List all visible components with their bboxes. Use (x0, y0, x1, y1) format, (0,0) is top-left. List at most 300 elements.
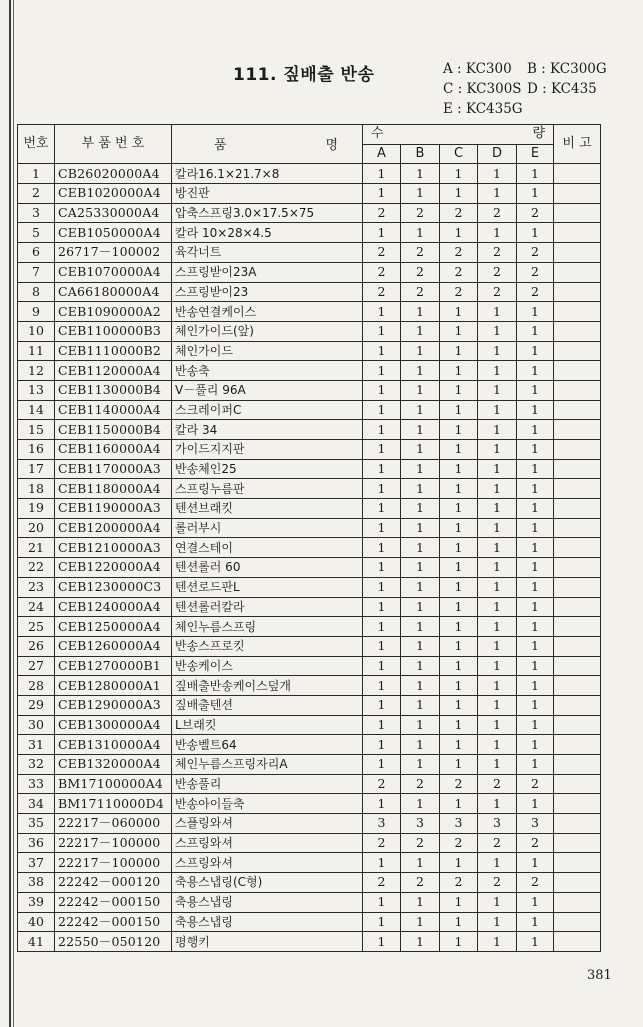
table-row (18, 518, 601, 538)
quantity-cell: 1 (517, 597, 554, 617)
quantity-cell: 2 (440, 833, 478, 853)
part-number: CEB1190000A3 (55, 499, 172, 519)
remark-cell (554, 459, 601, 479)
row-number: 21 (18, 538, 55, 558)
table-row (18, 577, 601, 597)
quantity-cell: 1 (440, 853, 478, 873)
row-number: 25 (18, 617, 55, 637)
remark-cell (554, 538, 601, 558)
remark-cell (554, 892, 601, 912)
quantity-cell: 1 (440, 479, 478, 499)
quantity-cell: 1 (440, 912, 478, 932)
quantity-cell: 1 (401, 577, 440, 597)
quantity-cell: 2 (440, 243, 478, 263)
table-row (18, 282, 601, 302)
remark-cell (554, 321, 601, 341)
part-number: CEB1220000A4 (55, 558, 172, 578)
part-name: 스플링와셔 (172, 814, 363, 834)
quantity-cell: 1 (478, 223, 517, 243)
quantity-cell: 1 (517, 636, 554, 656)
quantity-cell: 3 (440, 814, 478, 834)
quantity-cell: 2 (517, 262, 554, 282)
quantity-cell: 1 (363, 459, 401, 479)
quantity-cell: 2 (517, 873, 554, 893)
row-number: 34 (18, 794, 55, 814)
quantity-cell: 1 (401, 361, 440, 381)
quantity-cell: 1 (517, 440, 554, 460)
quantity-cell: 2 (517, 282, 554, 302)
header-col-b: B (401, 144, 440, 164)
remark-cell (554, 262, 601, 282)
quantity-cell: 3 (363, 814, 401, 834)
part-number: CEB1100000B3 (55, 321, 172, 341)
quantity-cell: 1 (440, 715, 478, 735)
table-row (18, 558, 601, 578)
remark-cell (554, 341, 601, 361)
quantity-cell: 1 (401, 400, 440, 420)
row-number: 14 (18, 400, 55, 420)
quantity-cell: 2 (401, 243, 440, 263)
quantity-cell: 1 (363, 380, 401, 400)
row-number: 24 (18, 597, 55, 617)
quantity-cell: 1 (440, 656, 478, 676)
remark-cell (554, 223, 601, 243)
part-number: 22242－000150 (55, 892, 172, 912)
quantity-cell: 1 (401, 479, 440, 499)
quantity-cell: 1 (401, 892, 440, 912)
quantity-cell: 1 (363, 321, 401, 341)
quantity-cell: 1 (478, 597, 517, 617)
quantity-cell: 1 (478, 164, 517, 184)
quantity-cell: 1 (517, 695, 554, 715)
quantity-cell: 1 (363, 656, 401, 676)
quantity-cell: 1 (517, 420, 554, 440)
quantity-cell: 1 (478, 794, 517, 814)
header-quantity-right: 량 (532, 126, 545, 141)
table-row (18, 636, 601, 656)
quantity-cell: 1 (478, 361, 517, 381)
quantity-cell: 1 (401, 617, 440, 637)
part-number: CEB1240000A4 (55, 597, 172, 617)
part-number: CEB1300000A4 (55, 715, 172, 735)
quantity-cell: 1 (478, 715, 517, 735)
part-number: 26717－100002 (55, 243, 172, 263)
table-row (18, 656, 601, 676)
page-title: 111. 짚배출 반송 (233, 65, 375, 85)
table-row (18, 164, 601, 184)
part-name: 칼라16.1×21.7×8 (172, 164, 363, 184)
quantity-cell: 1 (363, 912, 401, 932)
remark-cell (554, 636, 601, 656)
row-number: 2 (18, 184, 55, 204)
table-row (18, 400, 601, 420)
quantity-cell: 2 (401, 833, 440, 853)
quantity-cell: 1 (363, 479, 401, 499)
quantity-cell: 1 (440, 617, 478, 637)
row-number: 35 (18, 814, 55, 834)
remark-cell (554, 243, 601, 263)
remark-cell (554, 184, 601, 204)
remark-cell (554, 479, 601, 499)
quantity-cell: 1 (440, 459, 478, 479)
table-row (18, 420, 601, 440)
part-number: 22217－100000 (55, 833, 172, 853)
table-row (18, 873, 601, 893)
header-col-a: A (363, 144, 401, 164)
part-number: 22217－100000 (55, 853, 172, 873)
table-row (18, 695, 601, 715)
quantity-cell: 1 (517, 892, 554, 912)
quantity-cell: 1 (363, 577, 401, 597)
quantity-cell: 1 (401, 302, 440, 322)
part-name: 반송연결케이스 (172, 302, 363, 322)
quantity-cell: 1 (517, 656, 554, 676)
quantity-cell: 1 (440, 518, 478, 538)
part-number: BM17110000D4 (55, 794, 172, 814)
quantity-cell: 1 (517, 518, 554, 538)
quantity-cell: 1 (517, 853, 554, 873)
quantity-cell: 1 (401, 853, 440, 873)
quantity-cell: 2 (478, 203, 517, 223)
quantity-cell: 1 (478, 440, 517, 460)
quantity-cell: 1 (363, 499, 401, 519)
quantity-cell: 2 (363, 833, 401, 853)
row-number: 32 (18, 755, 55, 775)
quantity-cell: 1 (363, 184, 401, 204)
remark-cell (554, 420, 601, 440)
row-number: 41 (18, 932, 55, 952)
table-row (18, 440, 601, 460)
quantity-cell: 1 (363, 400, 401, 420)
part-name: 방진판 (172, 184, 363, 204)
quantity-cell: 1 (478, 302, 517, 322)
quantity-cell: 1 (440, 400, 478, 420)
table-row (18, 479, 601, 499)
remark-cell (554, 656, 601, 676)
row-number: 27 (18, 656, 55, 676)
remark-cell (554, 440, 601, 460)
quantity-cell: 1 (478, 656, 517, 676)
quantity-cell: 2 (363, 262, 401, 282)
part-number: 22242－000120 (55, 873, 172, 893)
quantity-cell: 1 (440, 321, 478, 341)
quantity-cell: 1 (478, 636, 517, 656)
quantity-cell: 1 (401, 164, 440, 184)
quantity-cell: 1 (478, 341, 517, 361)
quantity-cell: 1 (440, 932, 478, 952)
table-row (18, 341, 601, 361)
quantity-cell: 1 (517, 676, 554, 696)
part-number: CB26020000A4 (55, 164, 172, 184)
part-number: CEB1280000A1 (55, 676, 172, 696)
row-number: 40 (18, 912, 55, 932)
quantity-cell: 1 (401, 459, 440, 479)
quantity-cell: 1 (363, 676, 401, 696)
quantity-cell: 1 (440, 499, 478, 519)
remark-cell (554, 774, 601, 794)
remark-cell (554, 853, 601, 873)
quantity-cell: 1 (478, 912, 517, 932)
part-name: 반송벨트64 (172, 735, 363, 755)
model-a: A : KC300 (443, 61, 512, 77)
table-row (18, 892, 601, 912)
row-number: 33 (18, 774, 55, 794)
page-number: 381 (587, 968, 612, 983)
quantity-cell: 2 (478, 873, 517, 893)
part-number: CEB1090000A2 (55, 302, 172, 322)
quantity-cell: 1 (517, 361, 554, 381)
remark-cell (554, 577, 601, 597)
quantity-cell: 1 (517, 380, 554, 400)
part-name: 롤러부시 (172, 518, 363, 538)
quantity-cell: 1 (517, 479, 554, 499)
quantity-cell: 1 (401, 715, 440, 735)
part-number: CEB1070000A4 (55, 262, 172, 282)
remark-cell (554, 932, 601, 952)
part-number: CEB1320000A4 (55, 755, 172, 775)
header-quantity (363, 125, 554, 145)
row-number: 11 (18, 341, 55, 361)
table-row (18, 597, 601, 617)
quantity-cell: 2 (363, 873, 401, 893)
remark-cell (554, 833, 601, 853)
quantity-cell: 2 (440, 203, 478, 223)
table-row (18, 499, 601, 519)
part-number: CEB1150000B4 (55, 420, 172, 440)
quantity-cell: 1 (440, 735, 478, 755)
remark-cell (554, 814, 601, 834)
quantity-cell: 1 (363, 420, 401, 440)
quantity-cell: 1 (440, 636, 478, 656)
quantity-cell: 1 (363, 892, 401, 912)
quantity-cell: 1 (401, 794, 440, 814)
quantity-cell: 1 (478, 184, 517, 204)
part-name: 스프링받이23A (172, 262, 363, 282)
quantity-cell: 2 (517, 833, 554, 853)
remark-cell (554, 558, 601, 578)
quantity-cell: 1 (401, 636, 440, 656)
part-name: 축용스냅링(C형) (172, 873, 363, 893)
part-number: CEB1200000A4 (55, 518, 172, 538)
model-d: D : KC435 (527, 81, 597, 97)
table-row (18, 302, 601, 322)
quantity-cell: 1 (363, 223, 401, 243)
part-number: CEB1160000A4 (55, 440, 172, 460)
quantity-cell: 1 (478, 755, 517, 775)
header-name (172, 125, 363, 164)
quantity-cell: 1 (363, 302, 401, 322)
part-number: CEB1270000B1 (55, 656, 172, 676)
quantity-cell: 1 (401, 695, 440, 715)
part-name: 텐션롤러칼라 (172, 597, 363, 617)
header-no: 번호 (18, 125, 55, 164)
quantity-cell: 1 (401, 184, 440, 204)
quantity-cell: 1 (478, 321, 517, 341)
row-number: 15 (18, 420, 55, 440)
part-name: 텐션롤러 60 (172, 558, 363, 578)
header-quantity-left: 수 (371, 126, 384, 141)
part-name: 칼라 10×28×4.5 (172, 223, 363, 243)
remark-cell (554, 755, 601, 775)
remark-cell (554, 715, 601, 735)
part-name: 스크레이퍼C (172, 400, 363, 420)
remark-cell (554, 676, 601, 696)
table-row (18, 814, 601, 834)
quantity-cell: 1 (440, 794, 478, 814)
quantity-cell: 1 (517, 577, 554, 597)
quantity-cell: 1 (401, 321, 440, 341)
part-name: 체인가이드 (172, 341, 363, 361)
part-number: CEB1050000A4 (55, 223, 172, 243)
part-number: CEB1210000A3 (55, 538, 172, 558)
quantity-cell: 2 (478, 774, 517, 794)
quantity-cell: 1 (517, 617, 554, 637)
remark-cell (554, 361, 601, 381)
table-row (18, 735, 601, 755)
quantity-cell: 1 (440, 755, 478, 775)
quantity-cell: 1 (363, 597, 401, 617)
table-row (18, 361, 601, 381)
quantity-cell: 1 (478, 853, 517, 873)
page-binding-line (9, 0, 11, 1027)
quantity-cell: 1 (440, 695, 478, 715)
part-name: V－풀리 96A (172, 380, 363, 400)
quantity-cell: 1 (363, 617, 401, 637)
quantity-cell: 1 (363, 558, 401, 578)
quantity-cell: 1 (517, 321, 554, 341)
part-name: 축용스냅링 (172, 892, 363, 912)
header-name-left: 품 (214, 138, 227, 153)
part-number: CA66180000A4 (55, 282, 172, 302)
row-number: 26 (18, 636, 55, 656)
quantity-cell: 1 (440, 380, 478, 400)
row-number: 18 (18, 479, 55, 499)
quantity-cell: 1 (440, 440, 478, 460)
quantity-cell: 2 (363, 243, 401, 263)
part-number: CEB1250000A4 (55, 617, 172, 637)
quantity-cell: 2 (363, 203, 401, 223)
parts-table (17, 124, 601, 952)
quantity-cell: 1 (478, 695, 517, 715)
model-c: C : KC300S (443, 81, 522, 97)
quantity-cell: 1 (401, 656, 440, 676)
table-row (18, 794, 601, 814)
quantity-cell: 1 (401, 538, 440, 558)
part-number: CEB1130000B4 (55, 380, 172, 400)
part-name: 반송체인25 (172, 459, 363, 479)
part-name: 짚배출텐션 (172, 695, 363, 715)
quantity-cell: 1 (401, 597, 440, 617)
part-name: 텐션브래킷 (172, 499, 363, 519)
part-name: 평행키 (172, 932, 363, 952)
quantity-cell: 2 (401, 873, 440, 893)
part-name: 스프링와셔 (172, 853, 363, 873)
table-row (18, 243, 601, 263)
table-row (18, 203, 601, 223)
quantity-cell: 1 (363, 853, 401, 873)
remark-cell (554, 518, 601, 538)
part-number: CEB1120000A4 (55, 361, 172, 381)
quantity-cell: 1 (517, 794, 554, 814)
quantity-cell: 1 (517, 558, 554, 578)
quantity-cell: 1 (517, 735, 554, 755)
quantity-cell: 1 (401, 380, 440, 400)
part-number: CEB1310000A4 (55, 735, 172, 755)
quantity-cell: 1 (401, 420, 440, 440)
remark-cell (554, 735, 601, 755)
quantity-cell: 1 (401, 499, 440, 519)
quantity-cell: 1 (440, 676, 478, 696)
quantity-cell: 1 (363, 794, 401, 814)
part-name: 압축스프링3.0×17.5×75 (172, 203, 363, 223)
table-row (18, 715, 601, 735)
quantity-cell: 1 (478, 892, 517, 912)
row-number: 30 (18, 715, 55, 735)
quantity-cell: 1 (517, 459, 554, 479)
row-number: 19 (18, 499, 55, 519)
part-name: 축용스냅링 (172, 912, 363, 932)
quantity-cell: 2 (440, 774, 478, 794)
quantity-cell: 1 (440, 577, 478, 597)
row-number: 5 (18, 223, 55, 243)
quantity-cell: 3 (478, 814, 517, 834)
quantity-cell: 1 (401, 558, 440, 578)
part-name: 반송스프로킷 (172, 636, 363, 656)
row-number: 28 (18, 676, 55, 696)
quantity-cell: 1 (478, 459, 517, 479)
header-col-d: D (478, 144, 517, 164)
row-number: 23 (18, 577, 55, 597)
quantity-cell: 1 (517, 341, 554, 361)
remark-cell (554, 400, 601, 420)
quantity-cell: 1 (401, 676, 440, 696)
quantity-cell: 1 (517, 912, 554, 932)
quantity-cell: 1 (440, 341, 478, 361)
part-number: 22550－050120 (55, 932, 172, 952)
part-number: 22242－000150 (55, 912, 172, 932)
quantity-cell: 1 (517, 499, 554, 519)
row-number: 10 (18, 321, 55, 341)
remark-cell (554, 380, 601, 400)
row-number: 22 (18, 558, 55, 578)
row-number: 29 (18, 695, 55, 715)
row-number: 36 (18, 833, 55, 853)
row-number: 13 (18, 380, 55, 400)
table-row (18, 774, 601, 794)
table-row (18, 262, 601, 282)
quantity-cell: 1 (440, 597, 478, 617)
quantity-cell: 1 (478, 380, 517, 400)
part-name: 체인가이드(앞) (172, 321, 363, 341)
table-row (18, 853, 601, 873)
quantity-cell: 1 (363, 440, 401, 460)
quantity-cell: 1 (517, 223, 554, 243)
quantity-cell: 1 (401, 755, 440, 775)
part-number: CEB1180000A4 (55, 479, 172, 499)
row-number: 6 (18, 243, 55, 263)
table-row (18, 676, 601, 696)
row-number: 37 (18, 853, 55, 873)
page-binding-line-inner (13, 0, 14, 1027)
quantity-cell: 1 (363, 636, 401, 656)
table-row (18, 932, 601, 952)
part-number: BM17100000A4 (55, 774, 172, 794)
table-row (18, 912, 601, 932)
header-col-e: E (517, 144, 554, 164)
part-name: 스프링와셔 (172, 833, 363, 853)
remark-cell (554, 164, 601, 184)
quantity-cell: 1 (363, 695, 401, 715)
